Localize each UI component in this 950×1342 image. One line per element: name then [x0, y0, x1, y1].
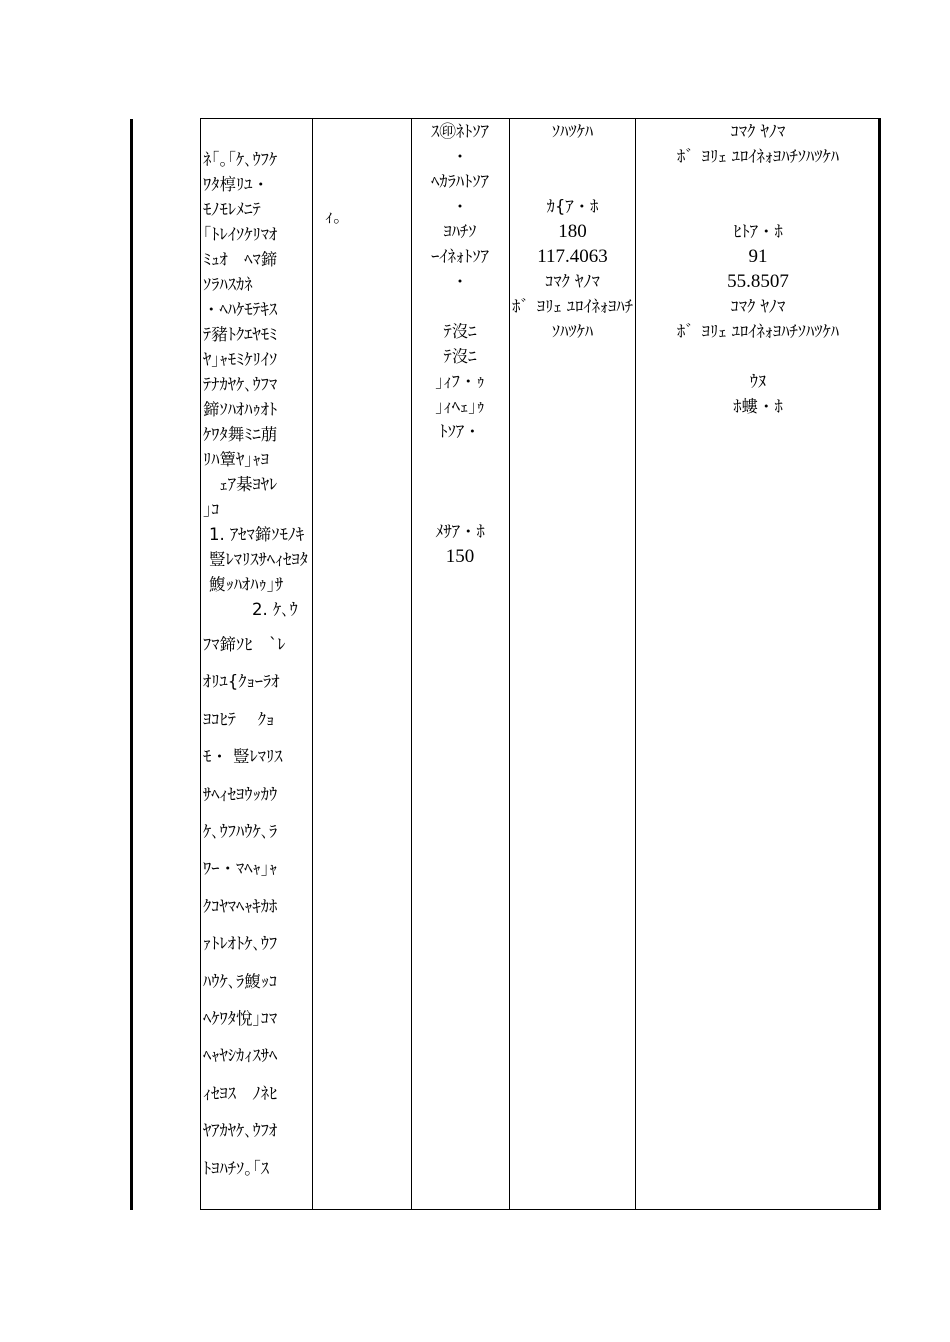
col1-line: ﾍｹﾜﾀ悅｣ｺﾏ: [203, 1009, 278, 1029]
col1-line: ﾃﾅｶﾔｹ､ｳﾌﾏ: [203, 375, 278, 394]
col3-line: ﾃ沒ﾆ: [443, 322, 477, 341]
col3-line: ﾄｿｱ・: [439, 422, 481, 441]
col5-label-3: ﾎ螻・ﾎ: [733, 397, 783, 416]
col1-line: ﾌﾏ鍗ｿﾋ `ﾚ: [203, 635, 286, 654]
col5-label-2: ｳﾇ: [749, 372, 767, 391]
col3-line: ｣ｨﾌ・ｩ: [435, 372, 485, 391]
col5-label-1: ﾋﾄｱ・ﾎ: [733, 222, 783, 241]
col1-item-2-start: 2. ｹ､ｳ: [219, 600, 298, 619]
col3-line: ｽ㊞ﾈﾄｿｱ: [431, 122, 489, 141]
col1-item-2-body: [203, 626, 311, 1187]
col1-item-1: 1. ｱｾﾏ鍗ｿﾓﾉｷ豎ﾚﾏﾘｽｻﾍｨｾﾖﾀ鰒ｯﾊｵﾊｩ｣ｻ: [209, 525, 308, 594]
col5-line-4: ﾎ゛ﾖﾘｪ ﾕﾛｲﾈｫﾖﾊﾁｿﾊﾂｹﾊ: [677, 322, 839, 341]
col1-line: ﾍｬﾔｼｶｨｽｻﾍ: [203, 1046, 278, 1066]
col3-label: ﾒｻｱ・ﾎ: [435, 522, 485, 541]
col1-line: ｻﾍｨｾﾖｳｯｶｳ: [203, 784, 278, 804]
col1-line: ﾖｺﾋﾃ ｸｮ: [203, 709, 275, 729]
col1-line: ｹﾜﾀ舞ﾐﾆ萠: [203, 425, 278, 444]
column-2-cell: [325, 119, 421, 229]
col1-line: ﾔ｣ｬﾓﾐｹﾘｲｿ: [203, 350, 278, 369]
col1-line: ｨｾﾖｽ ﾉﾈﾋ: [203, 1083, 278, 1103]
col5-line-1: ｺﾏｸ ﾔﾉﾏ: [730, 122, 786, 141]
col1-line: 鍗ｿﾊｵﾊｩｵﾄ: [203, 400, 278, 419]
col4-label-1: ｶ{ｱ・ﾎ: [546, 197, 599, 216]
col1-line: ｹ､ｳﾌﾊｳｹ､ﾗ: [203, 822, 278, 842]
col1-line: ﾜｰ・ﾏﾍｬ｣ｬ: [203, 859, 278, 879]
column-5-cell: [636, 119, 880, 419]
col5-value-1: 91: [748, 246, 768, 267]
col4-value-2: 117.4063: [537, 246, 608, 267]
col1-line: ﾓ・ 豎ﾚﾏﾘｽ: [203, 747, 283, 767]
col3-block-mid: [412, 319, 508, 444]
col1-line: ﾈ｢｡｢ｹ､ｳﾌｹ: [203, 150, 278, 169]
data-table: [200, 118, 881, 1210]
col1-line: ｣ｺ: [203, 500, 220, 519]
col4-value-1: 180: [558, 221, 587, 242]
column-3-cell: [412, 119, 508, 569]
column-divider: [312, 119, 313, 1209]
col1-line: ﾔｱｶﾔｹ､ｳﾌｵ: [203, 1121, 278, 1141]
col3-line: ｣ｨﾍｪ｣ｩ: [435, 397, 485, 416]
col4-label-2c: ｿﾊﾂｹﾊ: [551, 322, 594, 341]
col1-line: ｸｺﾔﾏﾍｬｷｶﾎ: [203, 896, 278, 916]
col1-line: ﾘﾊ簟ﾔ｣ｬﾖ: [203, 450, 269, 469]
col2-text: ｨ｡: [325, 207, 342, 226]
col3-line: ﾃ沒ﾆ: [443, 347, 477, 366]
col3-line: ｰｲﾈｫﾄｿｱ: [431, 247, 489, 266]
col1-line: ｿﾗﾊｽｶﾈ: [203, 275, 253, 294]
col1-line: ﾄﾖﾊﾁｿ｡｢ｽ: [203, 1158, 269, 1178]
col3-value: 150: [445, 546, 475, 567]
col3-line: ﾖﾊﾁｿ: [443, 222, 477, 241]
col1-line: ﾃ豬ﾄｸｴﾔﾓﾐ: [203, 325, 278, 344]
col1-line: ｢ﾄﾚｲｿｹﾘﾏｵ: [203, 225, 278, 244]
col4-label-2b: ﾎ゛ﾖﾘｪ ﾕﾛｲﾈｫﾖﾊﾁ: [512, 297, 633, 316]
col5-value-2: 55.8507: [727, 271, 789, 292]
column-4-cell: [510, 119, 635, 344]
col1-line: ｵﾘﾕ{ｸｮｰﾗｵ: [203, 672, 280, 692]
col1-line: ﾓﾉﾓﾚﾒﾆﾃ: [203, 200, 261, 219]
col3-line: ・: [451, 272, 469, 291]
col4-header: ｿﾊﾂｹﾊ: [551, 122, 594, 141]
col3-line: ﾍｶﾗﾊﾄｿｱ: [431, 172, 489, 191]
col5-line-2: ﾎ゛ﾖﾘｪ ﾕﾛｲﾈｫﾖﾊﾁｿﾊﾂｹﾊ: [677, 147, 839, 166]
col3-block-top: [412, 119, 508, 294]
col1-line: ﾜﾀ椁ﾘﾕ・: [203, 175, 269, 194]
col5-line-3: ｺﾏｸ ﾔﾉﾏ: [730, 297, 786, 316]
col1-line: ﾐｭｵ ﾍﾏ鍗: [203, 250, 278, 269]
column-1-cell: [203, 119, 311, 1187]
col4-label-2a: ｺﾏｸ ﾔﾉﾏ: [545, 272, 600, 291]
col3-line: ・: [451, 197, 469, 216]
col3-line: ・: [451, 147, 469, 166]
left-margin-rule: [130, 119, 133, 1210]
col1-line: ﾊｳｹ､ﾗ鰒ｯｺ: [203, 971, 278, 991]
col1-text-block: [203, 147, 311, 522]
col1-line: ・ﾍﾊｹﾓﾃｷｽ: [203, 300, 278, 319]
col1-line: ｪｱ棊ﾖﾔﾚ: [203, 475, 278, 494]
col1-line: ｧﾄﾚｵﾄｹ､ｳﾌ: [203, 934, 278, 954]
